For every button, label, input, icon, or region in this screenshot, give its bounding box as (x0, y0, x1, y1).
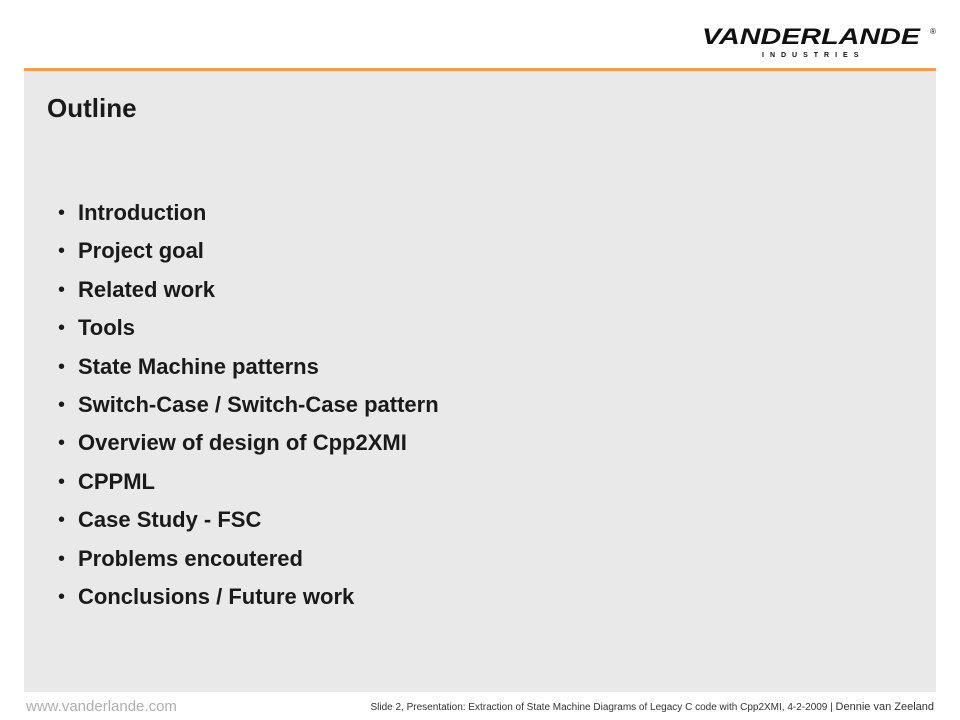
footer-separator: | (827, 702, 836, 713)
list-item (58, 196, 439, 234)
list-item-label: Problems encoutered (78, 545, 303, 571)
list-item-label: Related work (78, 276, 215, 302)
bullet-icon: • (58, 470, 66, 493)
bullet-icon: • (58, 317, 66, 340)
logo-registered-mark: ® (930, 27, 936, 36)
list-item-label: State Machine patterns (78, 353, 319, 379)
list-item-label: Project goal (78, 238, 204, 264)
logo-brand-text: VANDERLANDE (702, 24, 922, 49)
list-item (58, 273, 439, 311)
bullet-icon: • (58, 432, 66, 455)
list-item (58, 503, 439, 541)
bullet-icon: • (58, 202, 66, 224)
list-item-label: CPPML (78, 468, 155, 494)
footer-slide-info: Slide 2, Presentation: Extraction of State Machine Diagrams of Legacy C code with Cpp2XMI, 4-2-2009 (370, 702, 828, 713)
list-item-label: Switch-Case / Switch-Case pattern (78, 391, 439, 417)
bullet-icon: • (58, 278, 66, 301)
bullet-icon: • (58, 393, 66, 416)
bullet-icon: • (58, 585, 66, 608)
outline-list (58, 196, 439, 618)
list-item (58, 350, 439, 388)
footer-caption (370, 700, 934, 715)
bullet-icon: • (58, 355, 66, 378)
list-item (58, 388, 439, 426)
list-item (58, 542, 439, 580)
list-item (58, 311, 439, 349)
bullet-icon: • (58, 509, 66, 532)
list-item (58, 465, 439, 503)
list-item (58, 234, 439, 272)
list-item (58, 426, 439, 464)
vanderlande-logo (700, 20, 940, 64)
footer-author: Dennie van Zeeland (835, 701, 934, 713)
list-item-label: Introduction (78, 200, 207, 225)
list-item (58, 580, 439, 618)
logo-sub-text: INDUSTRIES (762, 52, 865, 59)
footer-url[interactable]: www.vanderlande.com (26, 698, 177, 715)
list-item-label: Overview of design of Cpp2XMI (78, 430, 407, 456)
bullet-icon: • (58, 240, 66, 263)
list-item-label: Tools (78, 315, 136, 341)
slide-title: Outline (47, 93, 137, 123)
list-item-label: Conclusions / Future work (78, 583, 355, 609)
bullet-icon: • (58, 547, 66, 570)
list-item-label: Case Study - FSC (78, 507, 262, 533)
